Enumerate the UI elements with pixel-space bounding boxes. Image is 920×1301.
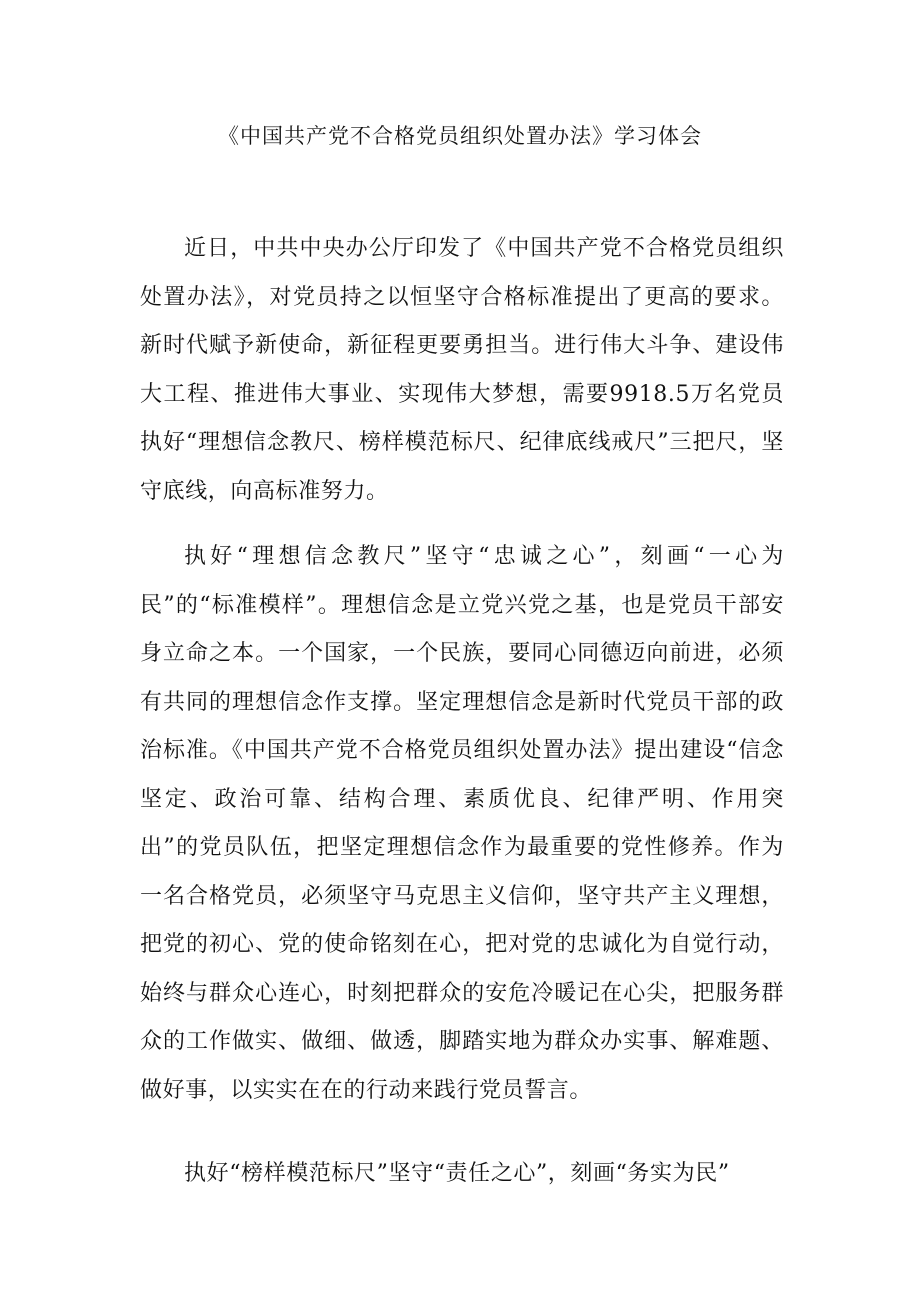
paragraph-3: 执好“榜样模范标尺”坚守“责任之心”，刻画“务实为民” <box>184 1161 730 1186</box>
document-title: 《中国共产党不合格党员组织处置办法》学习体会 <box>218 124 702 148</box>
paragraph-2: 执好“理想信念教尺”坚守“忠诚之心”，刻画“一心为民”的“标准模样”。理想信念是立党兴党之基，也是党员干部安身立命之本。一个国家，一个民族，要同心同德迈向前进，必须有共同的理想信念作支撑。坚定理想信念是新时代党员干部的政治标准。《中国共产党不合格党员组织处置办法》提出建设“信念坚定、政治可靠、结构合理、素质优良、纪律严明、作用突出”的党员队伍，把坚定理想信念作为最重要的党性修养。作为一名合格党员，必须坚守马克思主义信仰，坚守共产主义理想，把党的初心、党的使命铭刻在心，把对党的忠诚化为自觉行动，始终与群众心连心，时刻把群众的安危冷暖记在心尖，把服务群众的工作做实、做细、做透，脚踏实地为群众办实事、解难题、做好事，以实实在在的行动来践行党员誓言。 <box>140 544 784 1103</box>
paragraph-1: 近日，中共中央办公厅印发了《中国共产党不合格党员组织处置办法》，对党员持之以恒坚守合格标准提出了更高的要求。新时代赋予新使命，新征程更要勇担当。进行伟大斗争、建设伟大工程、推进伟大事业、实现伟大梦想，需要9918.5万名党员执好“理想信念教尺、榜样模范标尺、纪律底线戒尺”三把尺，坚守底线，向高标准努力。 <box>140 236 784 504</box>
